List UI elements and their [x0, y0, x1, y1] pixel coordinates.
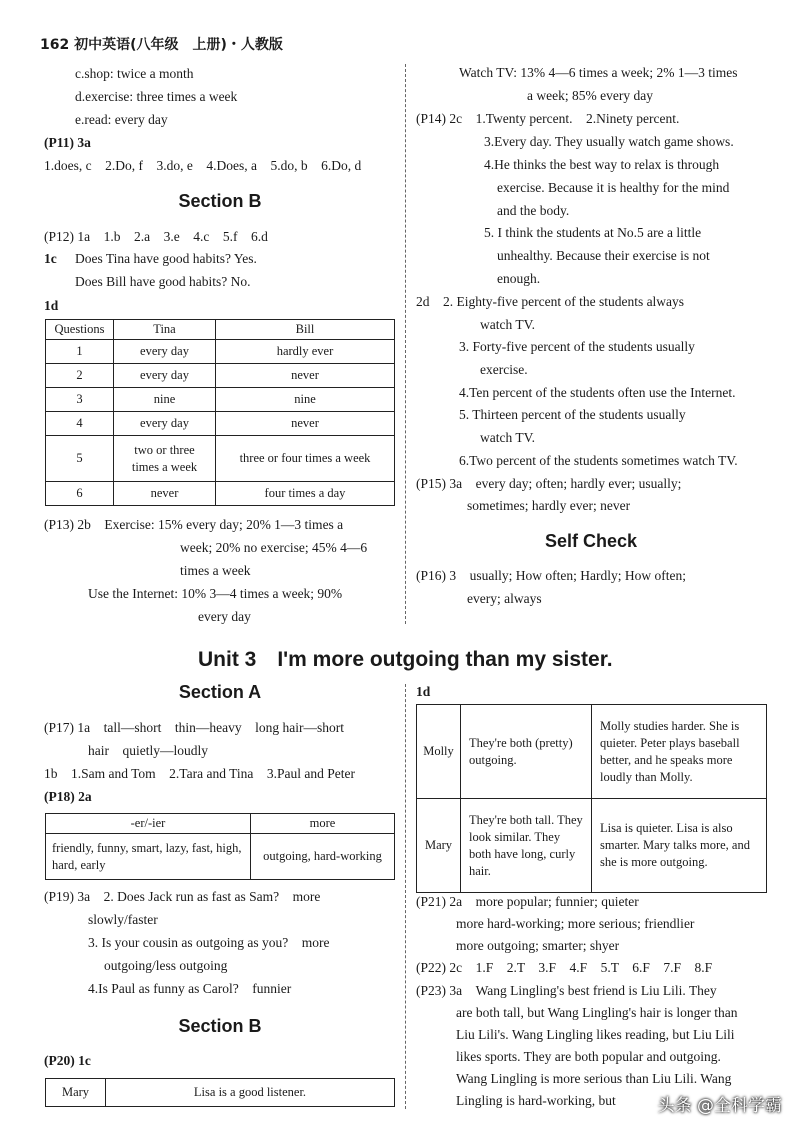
more-words: outgoing, hard-working [251, 834, 395, 880]
table-row [46, 482, 395, 506]
p12-answers: (P12) 1a 1.b 2.a 3.e 4.c 5.f 6.d [44, 229, 268, 244]
cell: every day [114, 412, 216, 436]
2d-line-3a: 3. Forty-five percent of the students usually [459, 339, 695, 354]
p14-line-4a: 4.He thinks the best way to relax is through [484, 157, 720, 172]
p16-line-1: (P16) 3 usually; How often; Hardly; How often; [416, 568, 686, 583]
table-row [46, 340, 395, 364]
2d-line-3b: exercise. [480, 362, 528, 377]
p19-line-5: 4.Is Paul as funny as Carol? funnier [88, 981, 292, 996]
tv-line-2: a week; 85% every day [527, 88, 653, 103]
cell-molly: Molly [417, 705, 461, 799]
self-check-heading: Self Check [544, 531, 638, 551]
cell: every day [114, 364, 216, 388]
p21-line-1: (P21) 2a more popular; funnier; quieter [416, 894, 639, 909]
cell-listener: Lisa is a good listener. [106, 1079, 395, 1107]
cell: never [216, 364, 395, 388]
p18-label: (P18) 2a [44, 789, 92, 804]
cell-mary-2: Mary [417, 799, 461, 893]
comparison-table [416, 704, 767, 893]
p15-line-2: sometimes; hardly ever; never [467, 498, 631, 513]
1d-label: 1d [44, 298, 59, 313]
p14-line-5b: unhealthy. Because their exercise is not [497, 248, 710, 263]
p17-line-2: hair quietly—loudly [88, 743, 208, 758]
header-tina: Tina [114, 320, 216, 340]
cell: hardly ever [216, 340, 395, 364]
cell: nine [216, 388, 395, 412]
table-row [46, 412, 395, 436]
section-b-heading-2: Section B [178, 1016, 262, 1036]
2d-line-5a: 5. Thirteen percent of the students usually [459, 407, 686, 422]
cell: never [114, 482, 216, 506]
p19-line-3: 3. Is your cousin as outgoing as you? more [88, 935, 330, 950]
2d-line-5b: watch TV. [480, 430, 535, 445]
table-row [417, 799, 767, 893]
cell: 4 [46, 412, 114, 436]
cell: nine [114, 388, 216, 412]
cell: 1 [46, 340, 114, 364]
p13-line-4: Use the Internet: 10% 3—4 times a week; 90% [88, 586, 343, 601]
table-row [46, 436, 395, 482]
2d-line-4: 4.Ten percent of the students often use the Internet. [459, 385, 736, 400]
p13-line-2: week; 20% no exercise; 45% 4—6 [180, 540, 368, 555]
unit-title: Unit 3 I'm more outgoing than my sister. [198, 648, 613, 671]
p14-line-3: 3.Every day. They usually watch game shows. [484, 134, 734, 149]
cell: 6 [46, 482, 114, 506]
habits-table [45, 319, 395, 506]
p20-label: (P20) 1c [44, 1053, 91, 1068]
comparatives-table [45, 813, 395, 880]
cell-mary-diff: Lisa is quieter. Lisa is also smarter. Mary talks more, and she is more outgoing. [592, 799, 767, 893]
p14-line-1: (P14) 2c 1.Twenty percent. 2.Ninety percent. [416, 111, 680, 126]
1b-answers: 1b 1.Sam and Tom 2.Tara and Tina 3.Paul and Peter [44, 766, 355, 781]
1c-answer-a: Does Tina have good habits? Yes. [75, 251, 257, 266]
header-bill: Bill [216, 320, 395, 340]
p16-line-2: every; always [467, 591, 542, 606]
table-row [46, 834, 395, 880]
cell: three or four times a week [216, 436, 395, 482]
1c-answer-b: Does Bill have good habits? No. [75, 274, 251, 289]
p11-label: (P11) 3a [44, 135, 91, 150]
page-header: 162 初中英语(八年级 上册)・人教版 [40, 37, 283, 53]
p23-line-3: Liu Lili's. Wang Lingling likes reading, but Liu Lili [456, 1027, 735, 1042]
p14-line-4b: exercise. Because it is healthy for the mind [497, 180, 730, 195]
cell: 5 [46, 436, 114, 482]
p14-line-5c: enough. [497, 271, 541, 286]
p23-line-6: Lingling is hard-working, but [456, 1093, 616, 1108]
p14-line-5a: 5. I think the students at No.5 are a little [484, 225, 702, 240]
column-divider-top [405, 64, 406, 624]
table-row [46, 1079, 395, 1107]
table-row [417, 705, 767, 799]
er-words: friendly, funny, smart, lazy, fast, high, hard, early [46, 834, 251, 880]
table-row [46, 364, 395, 388]
1c-label: 1c [44, 251, 57, 266]
p23-line-4: likes sports. They are both popular and outgoing. [456, 1049, 721, 1064]
cell: two or three times a week [114, 436, 216, 482]
answer-c: c.shop: twice a month [75, 66, 194, 81]
p14-line-4c: and the body. [497, 203, 570, 218]
p23-line-1: (P23) 3a Wang Lingling's best friend is Liu Lili. They [416, 983, 717, 998]
cell-mary: Mary [46, 1079, 106, 1107]
cell: four times a day [216, 482, 395, 506]
cell-molly-same: They're both (pretty) outgoing. [461, 705, 592, 799]
p17-line-1: (P17) 1a tall—short thin—heavy long hair—short [44, 720, 344, 735]
p19-line-1: (P19) 3a 2. Does Jack run as fast as Sam? more [44, 889, 321, 904]
answer-e: e.read: every day [75, 112, 168, 127]
p19-line-2: slowly/faster [88, 912, 158, 927]
header-er-ier: -er/-ier [46, 814, 251, 834]
p21-line-2: more hard-working; more serious; friendlier [456, 916, 695, 931]
p21-line-3: more outgoing; smarter; shyer [456, 938, 620, 953]
column-divider-bottom [405, 684, 406, 1109]
1d-label-2: 1d [416, 684, 431, 699]
header-more: more [251, 814, 395, 834]
cell-mary-same: They're both tall. They look similar. They both have long, curly hair. [461, 799, 592, 893]
p15-line-1: (P15) 3a every day; often; hardly ever; usually; [416, 476, 682, 491]
p22-answers: (P22) 2c 1.F 2.T 3.F 4.F 5.T 6.F 7.F 8.F [416, 960, 713, 975]
p11-answers: 1.does, c 2.Do, f 3.do, e 4.Does, a 5.do, b 6.Do, d [44, 158, 362, 173]
p19-line-4: outgoing/less outgoing [104, 958, 228, 973]
section-a-heading: Section A [178, 682, 262, 702]
section-b-heading: Section B [178, 191, 262, 211]
cell-molly-diff: Molly studies harder. She is quieter. Peter plays baseball better, and he speaks more loudly than Molly. [592, 705, 767, 799]
2d-line-6: 6.Two percent of the students sometimes watch TV. [459, 453, 738, 468]
2d-line-2b: watch TV. [480, 317, 535, 332]
table-row [46, 388, 395, 412]
cell: every day [114, 340, 216, 364]
header-questions: Questions [46, 320, 114, 340]
p23-line-2: are both tall, but Wang Lingling's hair is longer than [456, 1005, 738, 1020]
cell: 3 [46, 388, 114, 412]
answer-d: d.exercise: three times a week [75, 89, 238, 104]
tv-line-1: Watch TV: 13% 4—6 times a week; 2% 1—3 times [459, 65, 738, 80]
listener-table [45, 1078, 395, 1107]
p13-line-3: times a week [180, 563, 251, 578]
watermark: 头条 @全科学霸 [657, 1096, 782, 1116]
p13-line-1: (P13) 2b Exercise: 15% every day; 20% 1—3 times a [44, 517, 344, 532]
cell: never [216, 412, 395, 436]
cell: 2 [46, 364, 114, 388]
2d-line-2a: 2d 2. Eighty-five percent of the students always [416, 294, 685, 309]
p13-line-5: every day [198, 609, 251, 624]
p23-line-5: Wang Lingling is more serious than Liu Lili. Wang [456, 1071, 732, 1086]
